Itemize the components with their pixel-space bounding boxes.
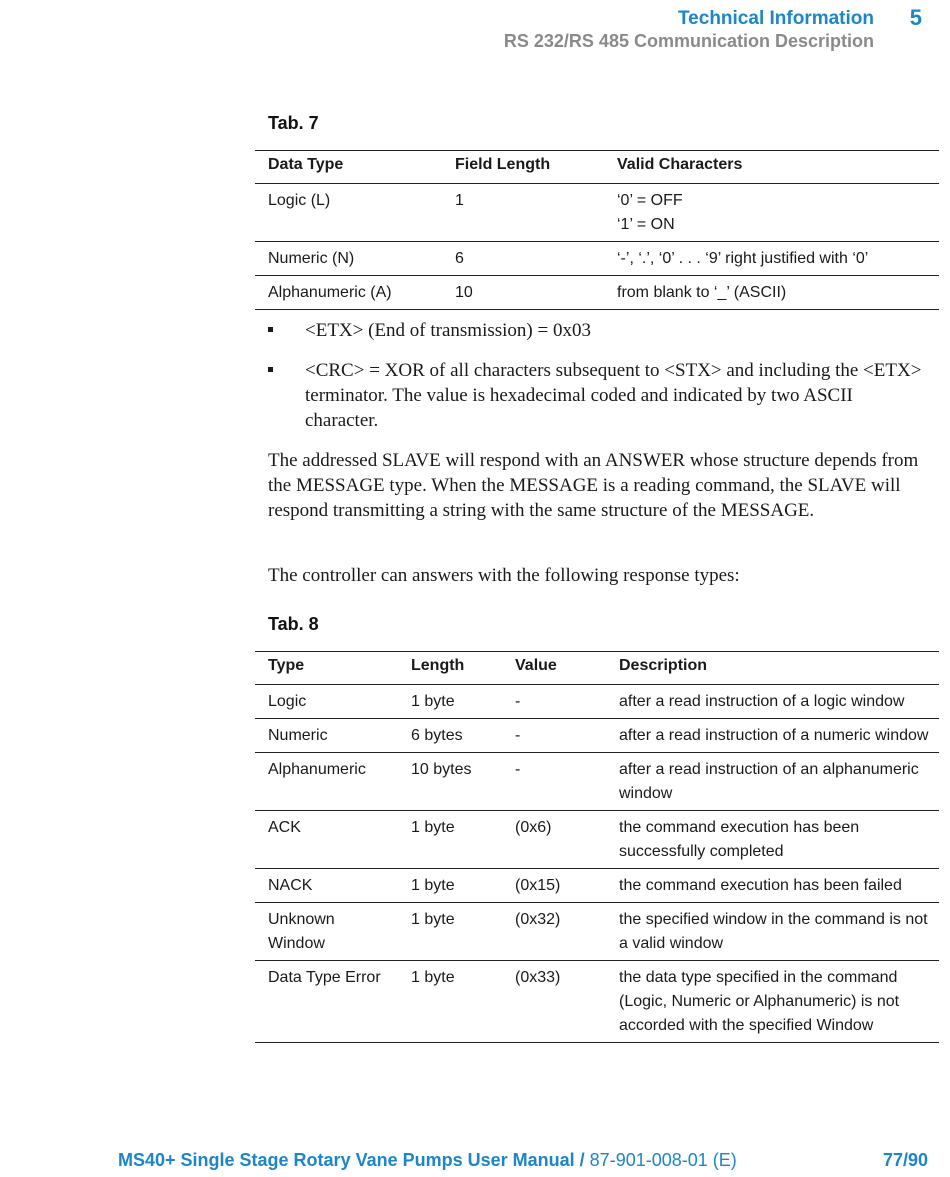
tab7-col-valid-characters: Valid Characters <box>604 151 939 184</box>
bullet-item <box>268 358 928 433</box>
header-title: Technical Information <box>677 8 874 29</box>
bullet-marker <box>268 367 273 372</box>
cell-description: the command execution has been successfully completed <box>606 811 939 869</box>
bullet-text: <CRC> = XOR of all characters subsequent to <STX> and including the <ETX> terminator. The value is hexadecimal coded and indicated by two ASCII character. <box>305 360 922 431</box>
footer-title-text: MS40+ Single Stage Rotary Vane Pumps User Manual / <box>118 1150 585 1170</box>
tab7-col-data-type: Data Type <box>255 151 442 184</box>
cell-value: (0x6) <box>502 811 606 869</box>
cell-length: 1 byte <box>398 961 502 1043</box>
cell-type: ACK <box>255 811 398 869</box>
cell-type: Data Type Error <box>255 961 398 1043</box>
cell-description: the specified window in the command is not a valid window <box>606 903 939 961</box>
tab8-col-type: Type <box>255 652 398 685</box>
tab8-col-description: Description <box>606 652 939 685</box>
cell-field-length: 10 <box>442 276 604 310</box>
valid-char-line: ‘0’ = OFF <box>617 192 683 209</box>
table-row <box>255 753 939 811</box>
valid-char-line: ‘1’ = ON <box>617 216 675 233</box>
cell-length: 10 bytes <box>398 753 502 811</box>
table-row <box>255 961 939 1043</box>
footer-page-number: 77/90 <box>882 1150 928 1170</box>
cell-length: 1 byte <box>398 903 502 961</box>
tab7-col-field-length: Field Length <box>442 151 604 184</box>
cell-value: (0x15) <box>502 869 606 903</box>
cell-description: after a read instruction of an alphanumeric window <box>606 753 939 811</box>
cell-description: after a read instruction of a numeric window <box>606 719 939 753</box>
cell-value: (0x33) <box>502 961 606 1043</box>
cell-length: 6 bytes <box>398 719 502 753</box>
bullet-list <box>268 318 928 448</box>
tab8-table <box>255 651 939 1043</box>
body-paragraph: The addressed SLAVE will respond with an ANSWER whose structure depends from the MESSAGE type. When the MESSAGE is a reading command, the SLAVE will respond transmitting a string with the same structure of the MESSAGE. <box>268 450 919 521</box>
cell-valid-characters <box>604 184 939 242</box>
table-row <box>255 719 939 753</box>
tab7-header-row <box>255 151 939 184</box>
bullet-marker <box>268 327 273 332</box>
cell-data-type: Numeric (N) <box>255 242 442 276</box>
cell-length: 1 byte <box>398 685 502 719</box>
cell-type: Numeric <box>255 719 398 753</box>
table-row <box>255 869 939 903</box>
bullet-item <box>268 318 928 343</box>
cell-valid-characters: from blank to ‘_’ (ASCII) <box>604 276 939 310</box>
cell-length: 1 byte <box>398 869 502 903</box>
cell-data-type: Alphanumeric (A) <box>255 276 442 310</box>
tab8-caption: Tab. 8 <box>268 614 319 634</box>
cell-value: - <box>502 753 606 811</box>
cell-value: (0x32) <box>502 903 606 961</box>
bullet-text: <ETX> (End of transmission) = 0x03 <box>305 320 591 341</box>
cell-type: NACK <box>255 869 398 903</box>
table-row <box>255 811 939 869</box>
cell-field-length: 1 <box>442 184 604 242</box>
tab8-header-row <box>255 652 939 685</box>
cell-type: Logic <box>255 685 398 719</box>
cell-description: after a read instruction of a logic window <box>606 685 939 719</box>
footer-doc-code: 87-901-008-01 (E) <box>589 1150 737 1170</box>
cell-description: the data type specified in the command (Logic, Numeric or Alphanumeric) is not accorded with the specified Window <box>606 961 939 1043</box>
cell-value: - <box>502 685 606 719</box>
cell-data-type: Logic (L) <box>255 184 442 242</box>
header-subtitle: RS 232/RS 485 Communication Description <box>503 31 874 51</box>
table-row <box>255 685 939 719</box>
table-row <box>255 276 939 310</box>
footer-manual-title <box>118 1150 737 1171</box>
cell-field-length: 6 <box>442 242 604 276</box>
table-row <box>255 903 939 961</box>
tab8-col-length: Length <box>398 652 502 685</box>
cell-description: the command execution has been failed <box>606 869 939 903</box>
cell-type: Alphanumeric <box>255 753 398 811</box>
tab8-col-value: Value <box>502 652 606 685</box>
chapter-number: 5 <box>909 5 922 30</box>
tab7-table <box>255 150 939 310</box>
table-row <box>255 242 939 276</box>
cell-value: - <box>502 719 606 753</box>
body-paragraph: The controller can answers with the following response types: <box>268 565 740 586</box>
cell-valid-characters: ‘-’, ‘.’, ‘0’ . . . ‘9’ right justified with ‘0’ <box>604 242 939 276</box>
cell-length: 1 byte <box>398 811 502 869</box>
table-row <box>255 184 939 242</box>
tab7-caption: Tab. 7 <box>268 113 319 133</box>
cell-type: Unknown Window <box>255 903 398 961</box>
